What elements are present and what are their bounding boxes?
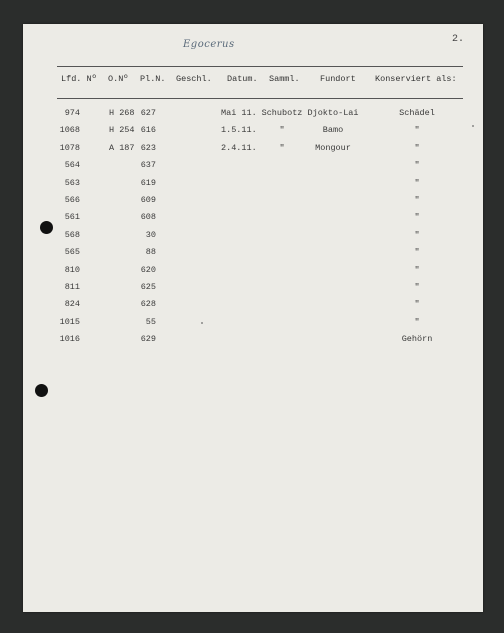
- cell-konserviert: ": [414, 212, 420, 223]
- header-o-nr: O.Nº: [108, 74, 129, 84]
- header-top-rule: [57, 66, 463, 67]
- cell-lfd: 1078: [59, 142, 80, 153]
- cell-fundort: Bamo: [322, 125, 344, 136]
- cell-konserviert: ": [414, 229, 420, 240]
- table-row: [23, 178, 483, 192]
- cell-datum: 2.4.11.: [221, 142, 257, 153]
- cell-pln: 623: [140, 142, 156, 153]
- cell-konserviert: ": [414, 195, 420, 205]
- cell-fundort: Mongour: [315, 142, 351, 153]
- cell-pln: 55: [145, 316, 156, 327]
- cell-konserviert: Gehörn: [401, 334, 433, 345]
- cell-samml: ": [279, 142, 285, 153]
- cell-samml: Schubotz: [261, 108, 303, 118]
- cell-pln: 609: [140, 195, 156, 205]
- table-row: [23, 265, 483, 279]
- header-bottom-rule: [57, 98, 463, 99]
- header-samml: Samml.: [269, 74, 300, 84]
- cell-datum: 1.5.11.: [221, 125, 257, 136]
- cell-pln: 616: [140, 125, 156, 136]
- table-row: [23, 299, 483, 313]
- stray-mark: [472, 125, 474, 127]
- cell-konserviert: ": [414, 299, 420, 310]
- header-konserviert: Konserviert als:: [375, 74, 457, 84]
- cell-lfd: 566: [64, 195, 80, 205]
- document-page: [23, 24, 483, 612]
- cell-lfd: 564: [64, 160, 80, 171]
- header-geschl: Geschl.: [176, 74, 212, 84]
- table-row: [23, 125, 483, 139]
- cell-pln: 628: [140, 299, 156, 310]
- stray-mark: [201, 322, 203, 324]
- cell-pln: 625: [140, 282, 156, 292]
- table-row: [23, 317, 483, 331]
- cell-onr: H 254: [109, 125, 135, 136]
- cell-konserviert: ": [414, 142, 420, 153]
- cell-konserviert: ": [414, 177, 420, 188]
- table-row: [23, 143, 483, 157]
- table-row: [23, 195, 483, 209]
- cell-lfd: 1016: [59, 334, 80, 345]
- cell-lfd: 563: [64, 177, 80, 188]
- cell-pln: 637: [140, 160, 156, 171]
- cell-konserviert: ": [414, 316, 420, 327]
- cell-konserviert: ": [414, 125, 420, 136]
- cell-lfd: 810: [64, 264, 80, 275]
- table-row: [23, 160, 483, 174]
- table-header: [23, 74, 483, 88]
- table-row: [23, 247, 483, 261]
- cell-pln: 30: [145, 229, 156, 240]
- cell-pln: 629: [140, 334, 156, 345]
- page-number: 2.: [452, 34, 465, 45]
- cell-konserviert: ": [414, 160, 420, 171]
- punch-hole-upper: [40, 221, 53, 234]
- cell-konserviert: Schädel: [399, 108, 435, 118]
- cell-pln: 619: [140, 177, 156, 188]
- table-row: [23, 334, 483, 348]
- cell-lfd: 568: [64, 229, 80, 240]
- cell-pln: 608: [140, 212, 156, 223]
- punch-hole-lower: [35, 384, 48, 397]
- cell-onr: A 187: [109, 142, 135, 153]
- cell-pln: 620: [140, 264, 156, 275]
- table-row: [23, 282, 483, 296]
- cell-lfd: 561: [64, 212, 80, 223]
- table-row: [23, 212, 483, 226]
- header-pl-n: Pl.N.: [140, 74, 166, 84]
- cell-konserviert: ": [414, 247, 420, 258]
- cell-datum: Mai 11.: [221, 108, 257, 118]
- cell-samml: ": [279, 125, 285, 136]
- cell-lfd: 974: [64, 108, 80, 118]
- cell-lfd: 565: [64, 247, 80, 258]
- cell-konserviert: ": [414, 282, 420, 292]
- table-row: [23, 108, 483, 122]
- header-fundort: Fundort: [320, 74, 356, 84]
- handwritten-title: Egocerus: [183, 39, 235, 50]
- cell-lfd: 1015: [59, 316, 80, 327]
- cell-fundort: Djokto-Lai: [307, 108, 359, 118]
- header-lfd-nr: Lfd. Nº: [61, 74, 97, 84]
- header-datum: Datum.: [227, 74, 258, 84]
- cell-konserviert: ": [414, 264, 420, 275]
- cell-pln: 627: [140, 108, 156, 118]
- cell-lfd: 811: [64, 282, 80, 292]
- cell-onr: H 268: [109, 108, 135, 118]
- cell-lfd: 1068: [59, 125, 80, 136]
- table-row: [23, 230, 483, 244]
- cell-pln: 88: [145, 247, 156, 258]
- cell-lfd: 824: [64, 299, 80, 310]
